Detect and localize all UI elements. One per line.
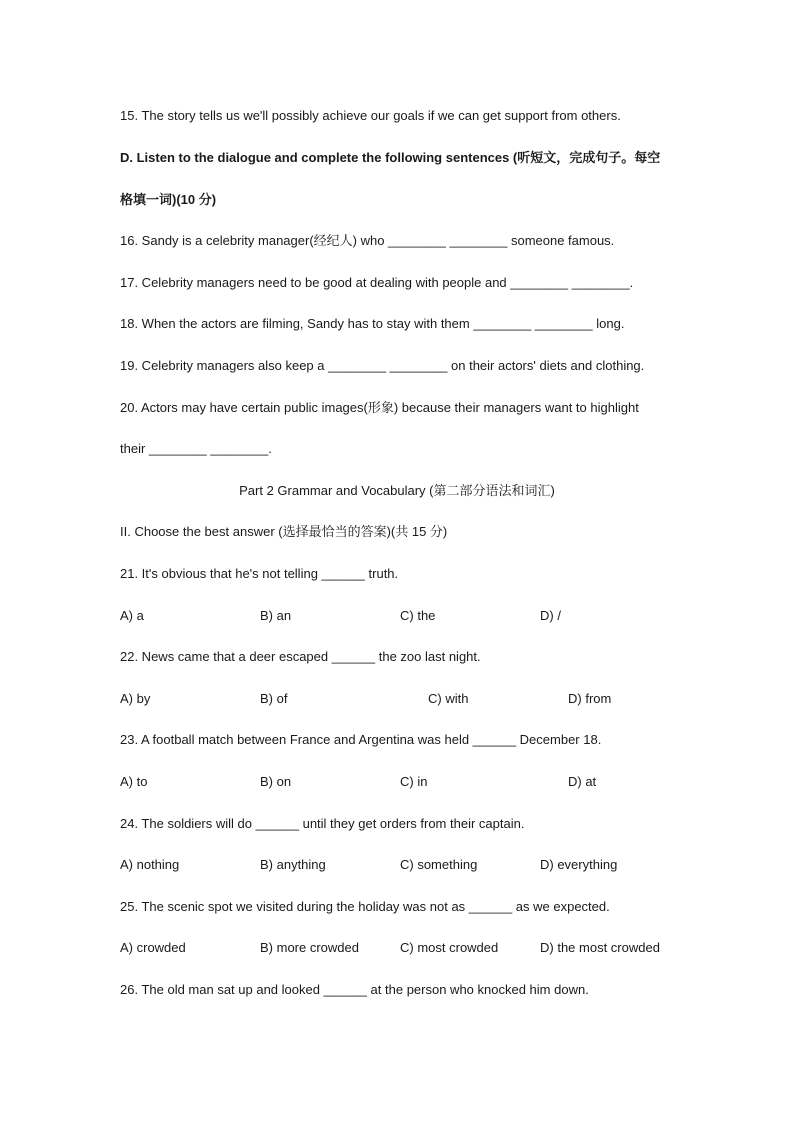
question-21-option-b: B) an bbox=[260, 608, 292, 623]
question-24-option-c: C) something bbox=[400, 857, 478, 872]
question-23-option-b: B) on bbox=[260, 774, 292, 789]
question-25-option-a: A) crowded bbox=[120, 940, 186, 955]
section-d-heading-line2: 格填一词)(10 分) bbox=[120, 192, 217, 207]
part-2-title: Part 2 Grammar and Vocabulary (第二部分语法和词汇) bbox=[239, 483, 555, 498]
question-16: 16. Sandy is a celebrity manager(经纪人) who ________ ________ someone famous. bbox=[120, 233, 615, 248]
question-22-option-d: D) from bbox=[568, 691, 612, 706]
question-17: 17. Celebrity managers need to be good at dealing with people and ________ ________. bbox=[120, 275, 634, 290]
question-20-line2: their ________ ________. bbox=[120, 441, 272, 456]
question-24-option-b: B) anything bbox=[260, 857, 326, 872]
question-22-stem: 22. News came that a deer escaped ______ the zoo last night. bbox=[120, 649, 481, 664]
question-24-option-a: A) nothing bbox=[120, 857, 180, 872]
question-23-option-a: A) to bbox=[120, 774, 148, 789]
question-21-stem: 21. It's obvious that he's not telling ______ truth. bbox=[120, 566, 399, 581]
question-24-option-d: D) everything bbox=[540, 857, 618, 872]
section-ii-heading: II. Choose the best answer (选择最恰当的答案)(共 15 分) bbox=[120, 524, 448, 539]
question-19: 19. Celebrity managers also keep a ________ ________ on their actors' diets and clothing. bbox=[120, 358, 645, 373]
question-25-stem: 25. The scenic spot we visited during the holiday was not as ______ as we expected. bbox=[120, 899, 610, 914]
question-20-line1: 20. Actors may have certain public images(形象) because their managers want to highlight bbox=[120, 400, 639, 415]
question-23-stem: 23. A football match between France and Argentina was held ______ December 18. bbox=[120, 732, 602, 747]
question-21-option-d: D) / bbox=[540, 608, 561, 623]
question-23-option-c: C) in bbox=[400, 774, 428, 789]
question-22-option-a: A) by bbox=[120, 691, 151, 706]
question-25-option-c: C) most crowded bbox=[400, 940, 499, 955]
question-21-option-a: A) a bbox=[120, 608, 144, 623]
question-18: 18. When the actors are filming, Sandy has to stay with them ________ ________ long. bbox=[120, 316, 625, 331]
question-25-option-d: D) the most crowded bbox=[540, 940, 660, 955]
question-23-option-d: D) at bbox=[568, 774, 597, 789]
question-24-stem: 24. The soldiers will do ______ until they get orders from their captain. bbox=[120, 816, 525, 831]
question-22-option-c: C) with bbox=[428, 691, 469, 706]
question-21-option-c: C) the bbox=[400, 608, 436, 623]
question-26-stem: 26. The old man sat up and looked ______ at the person who knocked him down. bbox=[120, 982, 589, 997]
question-25-option-b: B) more crowded bbox=[260, 940, 359, 955]
question-22-option-b: B) of bbox=[260, 691, 288, 706]
section-d-heading-line1: D. Listen to the dialogue and complete the following sentences (听短文，完成句子。每空 bbox=[120, 150, 661, 165]
question-15: 15. The story tells us we'll possibly achieve our goals if we can get support from others. bbox=[120, 108, 621, 123]
